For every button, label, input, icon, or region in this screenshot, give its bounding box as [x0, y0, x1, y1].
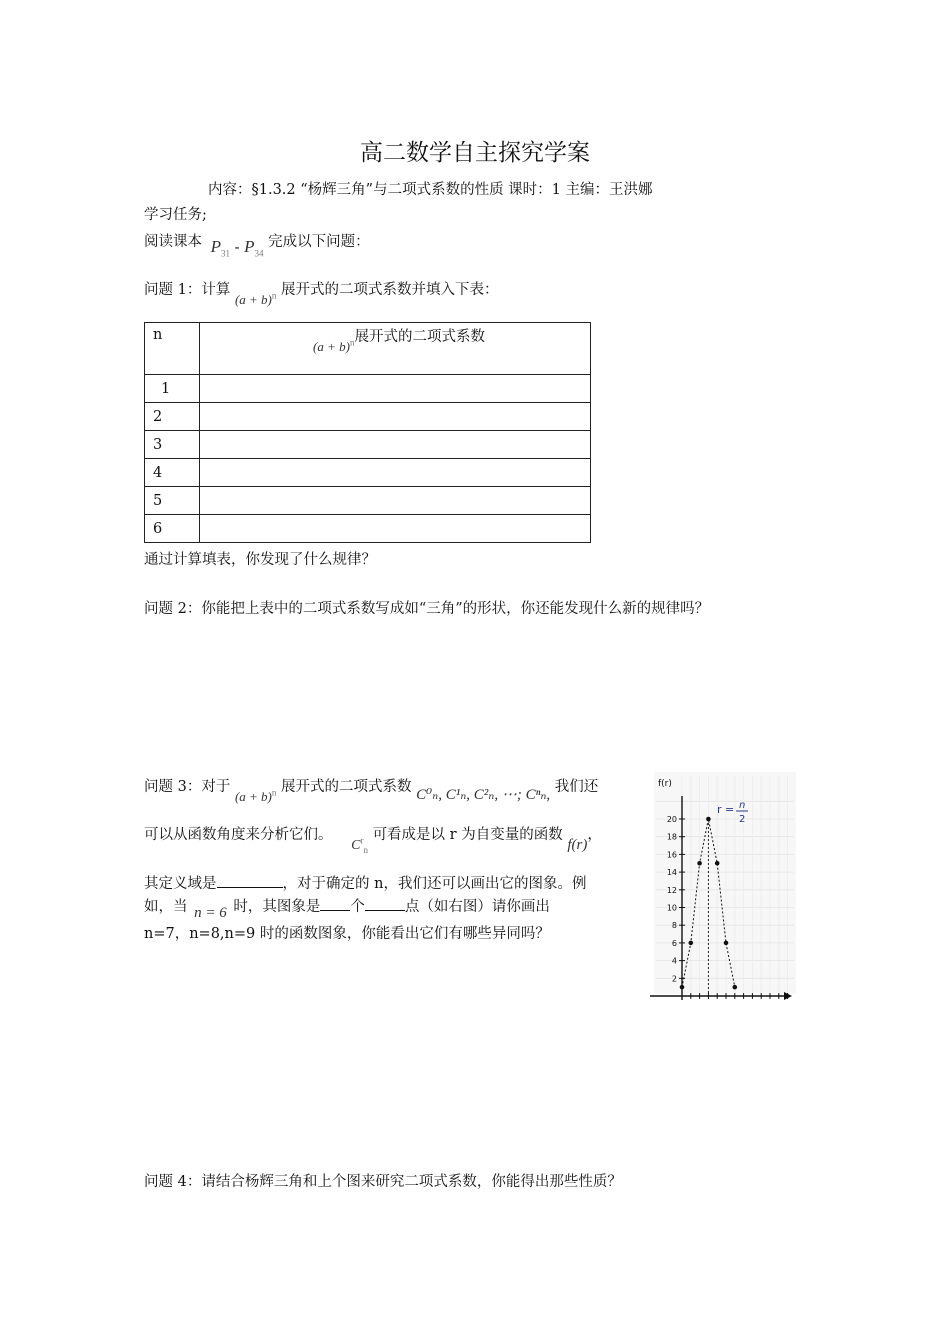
- table-header-row: [145, 323, 591, 375]
- table-row: [145, 403, 591, 431]
- q1-prefix: 问题 1：计算: [144, 282, 231, 298]
- reading-prefix: 阅读课本: [144, 234, 202, 250]
- data-point: [715, 861, 720, 866]
- table-row: [145, 515, 591, 543]
- task-label: 学习任务;: [144, 207, 207, 223]
- row-n: 4: [145, 459, 200, 487]
- header-expression: [200, 323, 591, 375]
- y-tick-label: 8: [671, 921, 677, 931]
- page-title: 高二数学自主探究学案: [360, 140, 590, 166]
- q3-l2-suffix: ，: [587, 827, 602, 843]
- page-ref-end: $P_{34}$: [244, 237, 264, 259]
- q3-l3-suffix: ，对于确定的 n，我们还可以画出它的图象。例: [282, 876, 587, 892]
- function-f-r: f(r): [567, 837, 588, 853]
- q3-l4-mid1: 时，其图象是: [233, 899, 321, 915]
- row-coefficient-cell[interactable]: [200, 375, 591, 403]
- question-3-line-5: n=7，n=8,n=9 时的函数图象，你能看出它们有哪些异同吗？: [144, 926, 550, 942]
- header-expr-text: 展开式的二项式系数: [354, 329, 485, 345]
- question-4: 问题 4：请结合杨辉三角和上个图来研究二项式系数，你能得出那些性质？: [144, 1174, 622, 1190]
- header-line: 内容：§1.3.2 “杨辉三角”与二项式系数的性质 课时：1 主编：王洪娜: [208, 182, 653, 198]
- n-equals-6: n = 6: [194, 905, 227, 921]
- row-coefficient-cell[interactable]: [200, 459, 591, 487]
- shape-blank[interactable]: [365, 896, 405, 911]
- row-coefficient-cell[interactable]: [200, 515, 591, 543]
- data-point: [733, 985, 738, 990]
- q3-suffix: 我们还: [554, 779, 599, 795]
- y-tick-label: 18: [666, 832, 677, 842]
- y-tick-label: 14: [666, 868, 677, 878]
- header-expr-math: $(a + b)^n$: [313, 337, 355, 354]
- q3-l2-mid: 可看成是以 r 为自变量的函数: [372, 827, 563, 843]
- q3-l4-suffix: 点（如右图）请你画出: [404, 899, 550, 915]
- row-coefficient-cell[interactable]: [200, 403, 591, 431]
- range-dash: -: [234, 240, 240, 256]
- row-n: 6: [145, 515, 200, 543]
- reading-line: [144, 230, 370, 259]
- table-row: [145, 431, 591, 459]
- question-1: [144, 278, 499, 307]
- binomial-function-chart: [648, 768, 800, 1004]
- binomial-coefficients: C⁰ₙ, C¹ₙ, C²ₙ, ⋯; Cⁿₙ,: [416, 787, 551, 803]
- coefficient-table: [144, 322, 591, 543]
- data-point: [689, 941, 694, 946]
- y-tick-label: 2: [671, 974, 677, 984]
- q3-mid: 展开式的二项式系数: [281, 779, 412, 795]
- y-tick-label: 10: [666, 903, 677, 913]
- annotation-r: r =: [717, 803, 735, 816]
- q3-expression: $(a + b)^n$: [234, 787, 277, 804]
- header-n: n: [145, 323, 200, 375]
- question-2: 问题 2：你能把上表中的二项式系数写成如“三角”的形状，你还能发现什么新的规律吗？: [144, 601, 710, 617]
- annotation-numerator: n: [739, 800, 746, 811]
- y-tick-label: 12: [666, 885, 677, 895]
- row-coefficient-cell[interactable]: [200, 487, 591, 515]
- data-point: [706, 817, 711, 822]
- data-point: [724, 941, 729, 946]
- question-3-line-2: [144, 823, 602, 855]
- data-point: [697, 861, 702, 866]
- y-tick-label: 20: [666, 815, 677, 824]
- page-ref-start: $P_{31}$: [210, 237, 230, 259]
- question-3-line-1: [144, 775, 599, 804]
- y-tick-label: 4: [671, 956, 677, 966]
- y-axis-label: f(r): [658, 779, 672, 789]
- reading-suffix: 完成以下问题：: [268, 234, 370, 250]
- y-tick-label: 6: [671, 938, 677, 948]
- table-row: [145, 459, 591, 487]
- row-n: 2: [145, 403, 200, 431]
- data-point: [680, 985, 685, 990]
- q1-suffix: 展开式的二项式系数并填入下表：: [281, 282, 499, 298]
- row-coefficient-cell[interactable]: [200, 431, 591, 459]
- y-tick-label: 16: [666, 850, 677, 860]
- row-n: 3: [145, 431, 200, 459]
- q3-l4-mid2: 个: [350, 899, 365, 915]
- row-n: 5: [145, 487, 200, 515]
- combination-symbol: $C^r_n$: [351, 835, 368, 855]
- question-3-line-4: [144, 895, 550, 921]
- count-blank[interactable]: [320, 896, 350, 911]
- table-row: [145, 375, 591, 403]
- table-followup: 通过计算填表，你发现了什么规律？: [144, 552, 376, 568]
- q3-prefix: 问题 3：对于: [144, 779, 231, 795]
- q3-l4-prefix: 如，当: [144, 899, 188, 915]
- q3-l2-prefix: 可以从函数角度来分析它们。: [144, 827, 333, 843]
- q1-expression: $(a + b)^n$: [234, 290, 277, 307]
- question-3-line-3: [144, 872, 586, 893]
- row-n: 1: [145, 375, 200, 403]
- table-row: [145, 487, 591, 515]
- domain-blank[interactable]: [217, 873, 283, 888]
- annotation-denominator: 2: [739, 814, 746, 825]
- q3-l3-prefix: 其定义域是: [144, 876, 217, 892]
